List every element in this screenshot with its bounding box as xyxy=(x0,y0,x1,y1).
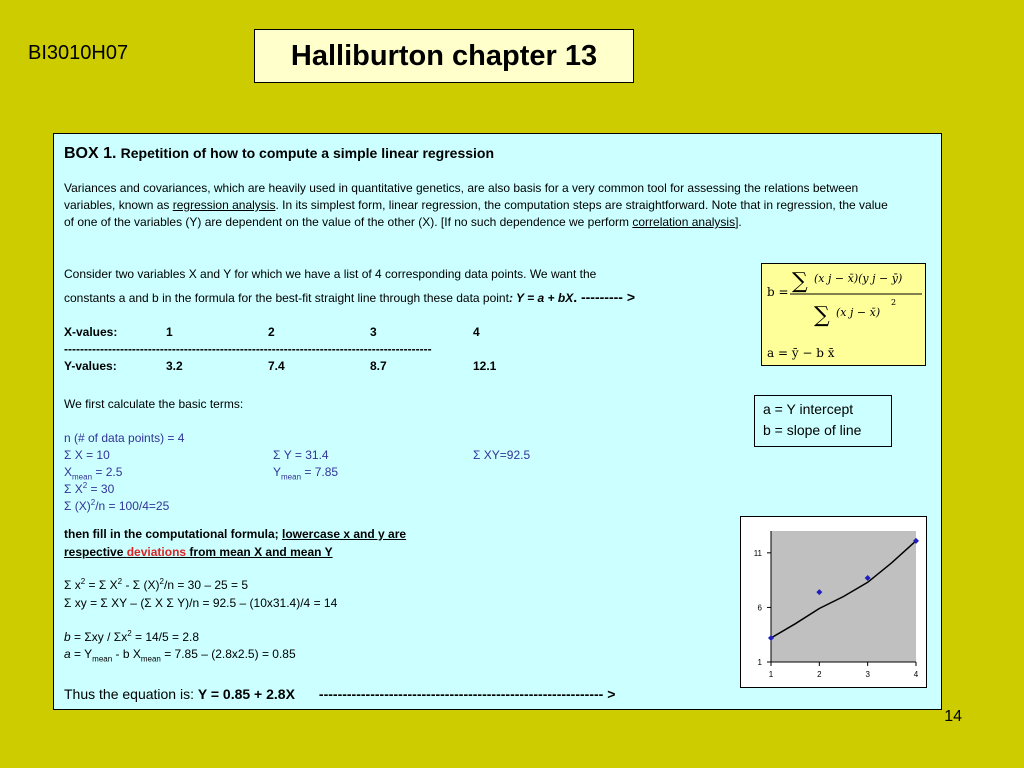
superscript-2: 2 xyxy=(127,629,132,638)
formula-graphic xyxy=(762,264,925,365)
y-value: 8.7 xyxy=(370,359,387,373)
y-value: 3.2 xyxy=(166,359,183,373)
sum-symbol: ∑ xyxy=(814,303,830,328)
legend-intercept: a = Y intercept xyxy=(763,401,854,417)
correlation-analysis-link[interactable]: correlation analysis xyxy=(632,215,736,229)
regression-analysis-link[interactable]: regression analysis xyxy=(172,198,276,212)
b-prefix: b = xyxy=(767,285,789,299)
chart-svg xyxy=(741,517,926,687)
eq-sum-x-squared xyxy=(64,577,248,594)
consider-text: constants a and b in the formula for the best-fit straight line through these data point xyxy=(64,291,509,305)
x-value: 3 xyxy=(370,325,377,339)
intro-paragraph xyxy=(64,180,894,231)
eq1-c: - Σ (X) xyxy=(122,578,160,592)
slide-title-text: Halliburton chapter 13 xyxy=(290,39,598,72)
b-numerator: (x j − x̄)(y j − ȳ) xyxy=(814,272,903,285)
sumx-sq-value: /n = 100/4=25 xyxy=(95,499,170,513)
legend-slope: b = slope of line xyxy=(763,422,862,438)
fill-line-2 xyxy=(64,544,333,561)
regression-chart xyxy=(740,516,927,688)
fill-text-2: respective xyxy=(64,545,127,559)
model-formula: : Y = a + bX xyxy=(508,291,574,305)
denominator-square: 2 xyxy=(891,298,897,307)
x-tick-label: 4 xyxy=(913,670,919,679)
x-value: 2 xyxy=(268,325,275,339)
fill-text-1: then fill in the computational formula; xyxy=(64,527,282,541)
mean-subscript: mean xyxy=(72,472,93,482)
slide-title xyxy=(254,29,634,83)
y-values-label: Y-values: xyxy=(64,359,117,373)
sum-x-squared xyxy=(64,481,114,498)
final-equation: Y = 0.85 + 2.8X xyxy=(197,686,295,702)
sum-x2-text: Σ X xyxy=(64,482,83,496)
y-mean xyxy=(273,464,338,481)
x-value: 4 xyxy=(473,325,480,339)
consider-line-1: Consider two variables X and Y for which we have a list of 4 corresponding data points. We want the xyxy=(64,267,597,281)
fill-underlined: lowercase x and y are xyxy=(282,527,407,541)
intro-text-3: ]. xyxy=(735,215,742,229)
intro-text-2: . In its simplest form, linear regression, the computation steps are straightforward. Note that in regression, the value of one of the variables (Y) are dependent on the value of the other (X). [If no such dependence we perform xyxy=(64,198,888,229)
y-tick-label: 11 xyxy=(753,548,762,558)
basic-terms-intro: We first calculate the basic terms: xyxy=(64,397,244,411)
eq-sum-xy: Σ xy = Σ XY – (Σ X Σ Y)/n = 92.5 – (10x31.4)/4 = 14 xyxy=(64,596,338,610)
eq1-a: Σ x xyxy=(64,578,81,592)
eq-b xyxy=(64,629,199,646)
sum-xy: Σ XY=92.5 xyxy=(473,448,531,462)
y-mean-value: = 7.85 xyxy=(301,465,339,479)
thus-text: Thus the equation is: xyxy=(64,686,198,702)
sum-x-all-squared xyxy=(64,498,169,515)
box-label: BOX 1. xyxy=(64,145,117,162)
a-formula: a = ȳ − b x̄ xyxy=(767,346,835,360)
box-heading xyxy=(64,143,494,164)
fill-text-3: from mean X and mean Y xyxy=(186,545,333,559)
superscript-2: 2 xyxy=(159,577,164,586)
final-equation-line xyxy=(64,684,615,704)
sumx-sq-text: Σ (X) xyxy=(64,499,91,513)
x-tick-label: 2 xyxy=(817,670,822,679)
eq-a xyxy=(64,646,296,663)
x-tick-label: 3 xyxy=(865,670,870,679)
eq1-b: = Σ X xyxy=(85,578,118,592)
mean-subscript: mean xyxy=(92,654,113,664)
consider-line-2 xyxy=(64,289,635,307)
final-arrow: ------------------------------------------------------------- > xyxy=(318,686,616,702)
box-heading-text: Repetition of how to compute a simple linear regression xyxy=(120,145,495,161)
eq3-b: = 14/5 = 2.8 xyxy=(131,630,200,644)
a-symbol: a xyxy=(64,647,71,661)
deviations-word: deviations xyxy=(126,545,187,559)
eq4-a: = Y xyxy=(70,647,93,661)
x-mean xyxy=(64,464,122,481)
x-value: 1 xyxy=(166,325,173,339)
y-tick-label: 6 xyxy=(757,603,762,613)
y-tick-label: 1 xyxy=(757,658,762,667)
y-value: 7.4 xyxy=(268,359,285,373)
b-symbol: b xyxy=(64,630,71,644)
eq3-a: = Σxy / Σx xyxy=(70,630,128,644)
sum-symbol: ∑ xyxy=(792,269,808,294)
sum-y: Σ Y = 31.4 xyxy=(273,448,329,462)
symbol-legend xyxy=(754,395,892,447)
x-tick-label: 1 xyxy=(768,670,774,679)
x-values-label: X-values: xyxy=(64,325,118,339)
intro-text-1: Variances and covariances, which are heavily used in quantitative genetics, are also basis for a very common tool for assessing the relations between variables, known as xyxy=(64,181,859,212)
x-mean-symbol: X xyxy=(64,465,73,479)
eq1-d: /n = 30 – 25 = 5 xyxy=(163,578,249,592)
fill-line-1 xyxy=(64,526,406,543)
superscript-2: 2 xyxy=(117,577,123,586)
separator-dashes: -------------------------------------------------------------------------------------------- xyxy=(64,342,432,356)
b-denominator: (x j − x̄) xyxy=(836,306,881,319)
sum-x: Σ X = 10 xyxy=(64,448,110,462)
mean-subscript: mean xyxy=(281,472,302,482)
x-mean-value: = 2.5 xyxy=(92,465,123,479)
y-value: 12.1 xyxy=(473,359,497,373)
course-code: BI3010H07 xyxy=(28,42,129,64)
eq4-b: - b X xyxy=(112,647,141,661)
superscript-2: 2 xyxy=(90,498,96,507)
page-number: 14 xyxy=(944,708,962,725)
superscript-2: 2 xyxy=(82,481,88,490)
sum-x2-value: = 30 xyxy=(87,482,115,496)
y-mean-symbol: Y xyxy=(273,465,282,479)
superscript-2: 2 xyxy=(80,577,86,586)
regression-formula-box xyxy=(761,263,926,366)
n-line: n (# of data points) = 4 xyxy=(64,431,185,445)
eq4-c: = 7.85 – (2.8x2.5) = 0.85 xyxy=(160,647,296,661)
consider-arrow: . --------- > xyxy=(573,289,636,305)
mean-subscript: mean xyxy=(140,654,161,664)
